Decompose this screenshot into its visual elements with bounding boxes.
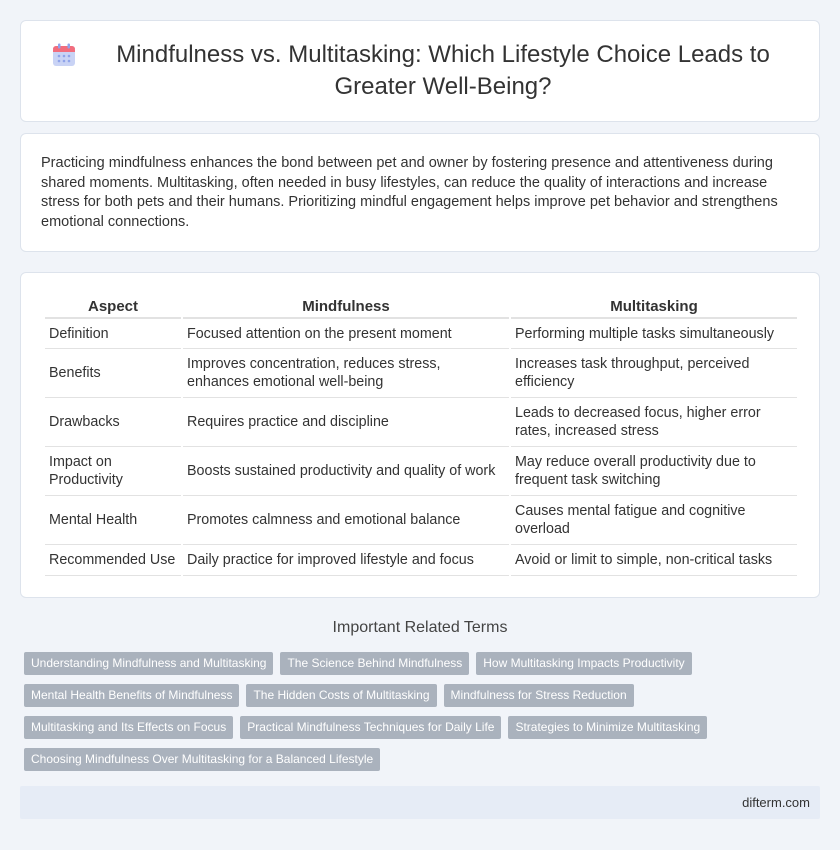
intro-paragraph: Practicing mindfulness enhances the bond between pet and owner by fostering presence and attentiveness during shared moments. Multitasking, often needed in busy lifestyles, can reduce the quality of interactions and increase stress for both pets and their humans. Prioritizing mindful engagement helps improve pet behavior and strengthens emotional connections. — [41, 155, 778, 230]
header-multitasking: Multitasking — [511, 297, 797, 319]
related-term-tag[interactable]: Mindfulness for Stress Reduction — [444, 684, 634, 707]
multitasking-cell: Increases task throughput, perceived efficiency — [511, 349, 797, 398]
header-mindfulness: Mindfulness — [183, 297, 509, 319]
comparison-table — [43, 297, 799, 576]
tag-row — [24, 684, 824, 707]
related-term-tag[interactable]: Mental Health Benefits of Mindfulness — [24, 684, 239, 707]
mindfulness-cell: Promotes calmness and emotional balance — [183, 496, 509, 545]
title-card — [20, 20, 820, 122]
table-row — [45, 398, 797, 447]
table-header-row — [45, 297, 797, 319]
table-row — [45, 319, 797, 349]
multitasking-cell: May reduce overall productivity due to frequent task switching — [511, 447, 797, 496]
tag-row — [24, 748, 824, 771]
related-terms-heading: Important Related Terms — [332, 619, 508, 636]
table-row — [45, 349, 797, 398]
aspect-cell: Recommended Use — [45, 545, 181, 576]
header-aspect: Aspect — [45, 297, 181, 319]
multitasking-cell: Avoid or limit to simple, non-critical tasks — [511, 545, 797, 576]
aspect-cell: Drawbacks — [45, 398, 181, 447]
calendar-icon — [51, 42, 77, 68]
multitasking-cell: Leads to decreased focus, higher error rates, increased stress — [511, 398, 797, 447]
related-terms-list — [24, 652, 824, 780]
related-term-tag[interactable]: Strategies to Minimize Multitasking — [508, 716, 707, 739]
tag-row — [24, 652, 824, 675]
intro-card — [20, 133, 820, 252]
mindfulness-cell: Focused attention on the present moment — [183, 319, 509, 349]
mindfulness-cell: Daily practice for improved lifestyle and focus — [183, 545, 509, 576]
page-title: Mindfulness vs. Multitasking: Which Lifestyle Choice Leads to Greater Well-Being? — [116, 41, 770, 100]
mindfulness-cell: Requires practice and discipline — [183, 398, 509, 447]
site-name[interactable]: difterm.com — [742, 795, 810, 810]
mindfulness-cell: Improves concentration, reduces stress, enhances emotional well-being — [183, 349, 509, 398]
tag-row — [24, 716, 824, 739]
footer — [20, 786, 820, 819]
related-term-tag[interactable]: The Science Behind Mindfulness — [280, 652, 469, 675]
table-row — [45, 545, 797, 576]
mindfulness-cell: Boosts sustained productivity and quality of work — [183, 447, 509, 496]
related-term-tag[interactable]: The Hidden Costs of Multitasking — [246, 684, 436, 707]
comparison-card — [20, 272, 820, 598]
aspect-cell: Definition — [45, 319, 181, 349]
multitasking-cell: Causes mental fatigue and cognitive overload — [511, 496, 797, 545]
related-term-tag[interactable]: Choosing Mindfulness Over Multitasking for a Balanced Lifestyle — [24, 748, 380, 771]
table-row — [45, 447, 797, 496]
multitasking-cell: Performing multiple tasks simultaneously — [511, 319, 797, 349]
aspect-cell: Impact on Productivity — [45, 447, 181, 496]
related-term-tag[interactable]: How Multitasking Impacts Productivity — [476, 652, 691, 675]
table-row — [45, 496, 797, 545]
related-term-tag[interactable]: Understanding Mindfulness and Multitasking — [24, 652, 273, 675]
aspect-cell: Mental Health — [45, 496, 181, 545]
related-term-tag[interactable]: Practical Mindfulness Techniques for Daily Life — [240, 716, 501, 739]
related-term-tag[interactable]: Multitasking and Its Effects on Focus — [24, 716, 233, 739]
aspect-cell: Benefits — [45, 349, 181, 398]
